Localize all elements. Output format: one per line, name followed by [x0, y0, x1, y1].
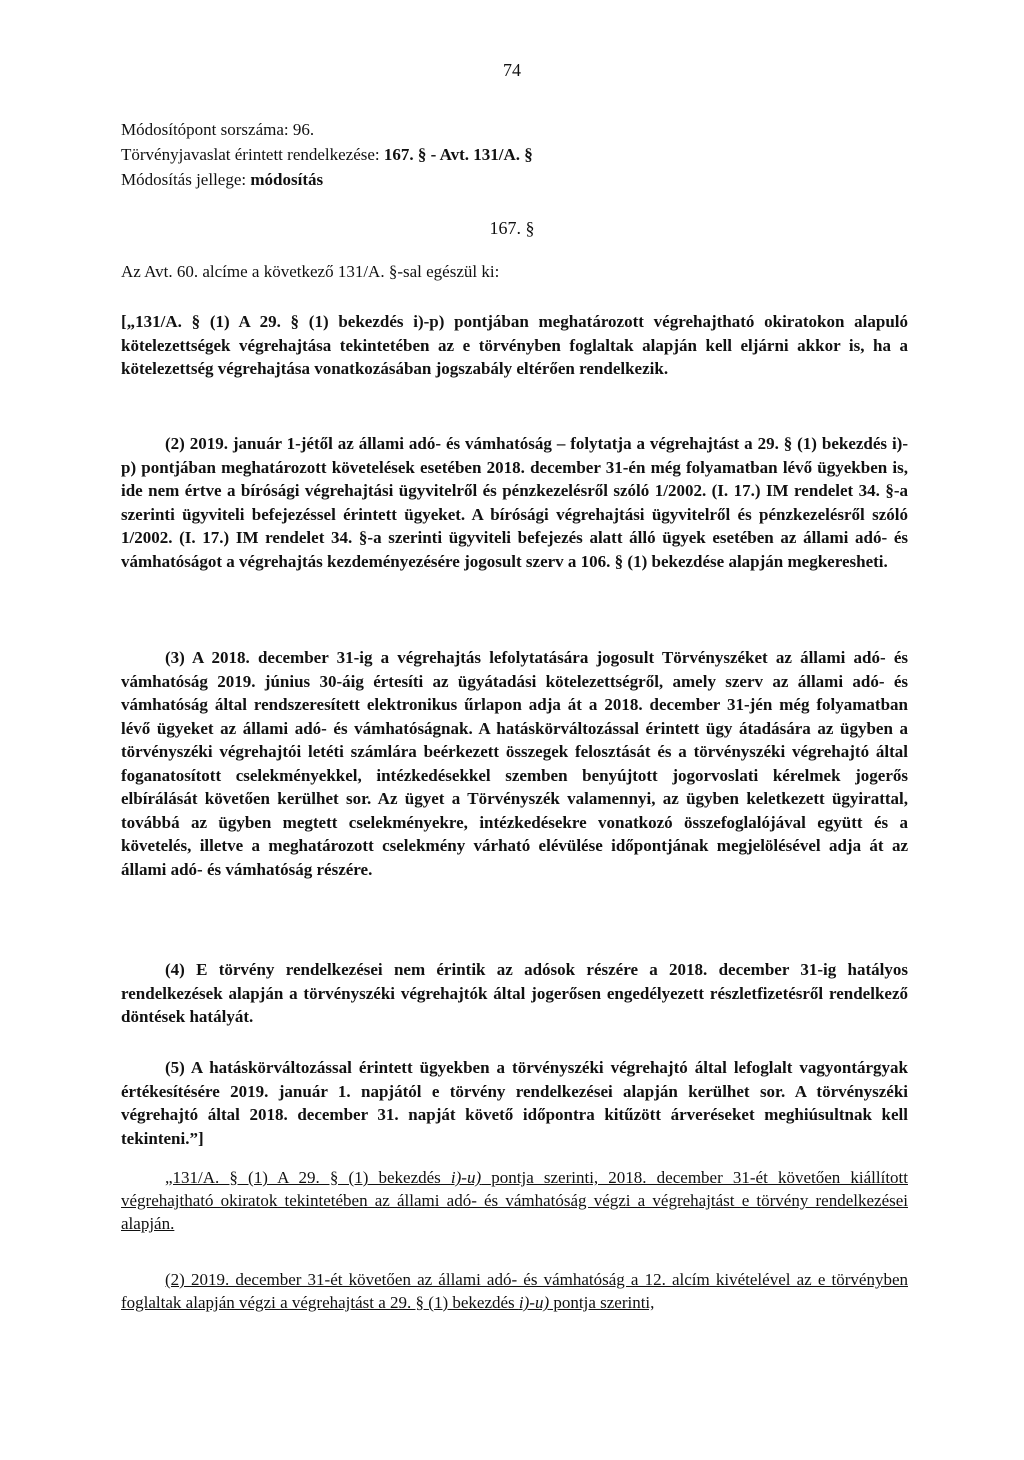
amendment-paragraph-1-text [121, 1166, 908, 1235]
amendment-type-value: módosítás [250, 170, 324, 189]
amendment-1-part-a: „131/A. § (1) A 29. § (1) bekezdés [165, 1168, 451, 1187]
paragraph-5-text: (5) A hatáskörváltozással érintett ügyekben a törvényszéki végrehajtó által lefoglalt vagyontárgyak értékesítésére 2019. január 1. napjától e törvény rendelkezései alapján kerülhet sor. A törvényszéki végrehajtó által 2018. december 31. napját követő időpontra kitűzött árveréseket meghiúsultnak kell tekinteni.”] [121, 1058, 908, 1148]
paragraph-4 [121, 958, 908, 1029]
amendment-2-part-b: pontja szerinti, [549, 1293, 655, 1312]
amendment-paragraph-2 [121, 1268, 908, 1314]
affected-provision [121, 145, 533, 165]
paragraph-4-text: (4) E törvény rendelkezései nem érintik az adósok részére a 2018. december 31-ig hatályos rendelkezések alapján a törvényszéki végrehajtók által jogerősen engedélyezett részletfizetésről rendelkező döntések hatályát. [121, 960, 908, 1026]
amendment-1-italic: i)-u) [450, 1168, 482, 1187]
amendment-2-italic: i)-u) [518, 1293, 550, 1312]
paragraph-5 [121, 1056, 908, 1150]
amendment-2-part-a: (2) 2019. december 31-ét követően az állami adó- és vámhatóság a 12. alcím kivételével az e törvényben foglaltak alapján végzi a végrehajtást a 29. § (1) bekezdés [121, 1270, 908, 1312]
amendment-paragraph-1 [121, 1166, 908, 1235]
amendment-1-part-b: pontja szerinti, 2018. december 31-ét követően kiállított végrehajtható okiratok tekintetében az állami adó- és vámhatóság végzi a végrehajtást e törvény rendelkezései alapján. [121, 1168, 908, 1233]
page-number: 74 [503, 60, 521, 80]
paragraph-3 [121, 646, 908, 881]
paragraph-2-text: (2) 2019. január 1-jétől az állami adó- és vámhatóság – folytatja a végrehajtást a 29. § (1) bekezdés i)-p) pontjában meghatározott követelések esetében 2018. december 31-én még folyamatban lévő ügyekben is, ide nem értve a bírósági végrehajtási ügyvitelről és pénzkezelésről szóló 1/2002. (I. 17.) IM rendelet 34. §-a szerinti ügyviteli befejezéssel érintett ügyeket. A bírósági végrehajtási ügyvitelről és pénzkezelésről szóló 1/2002. (I. 17.) IM rendelet 34. §-a szerinti ügyviteli befejezés alatt álló ügyek esetében az állami adó- és vámhatóságot a végrehajtás kezdeményezésére jogosult szerv a 106. § (1) bekezdése alapján megkeresheti. [121, 434, 908, 571]
amendment-number: Módosítópont sorszáma: 96. [121, 120, 315, 139]
affected-provision-value: 167. § - Avt. 131/A. § [383, 145, 533, 164]
intro-sentence: Az Avt. 60. alcíme a következő 131/A. §-sal egészül ki: [121, 262, 500, 281]
section-number: 167. § [489, 218, 535, 238]
amendment-type [121, 170, 323, 190]
paragraph-1 [121, 310, 908, 381]
paragraph-1-text: [„131/A. § (1) A 29. § (1) bekezdés i)-p) pontjában meghatározott végrehajtható okiratokon alapuló kötelezettségek végrehajtása tekintetében az e törvényben foglaltak alapján kell eljárni akkor is, ha a kötelezettség végrehajtása vonatkozásában jogszabály eltérően rendelkezik. [121, 312, 908, 378]
paragraph-3-text: (3) A 2018. december 31-ig a végrehajtás lefolytatására jogosult Törvényszéket az állami adó- és vámhatóság 2019. június 30-áig értesíti az ügyátadási kötelezettségről, amely szerv az állami adó- és vámhatóság által rendszeresített elektronikus űrlapon adja át a 2018. december 31-jén még folyamatban lévő ügyeket az állami adó- és vámhatóságnak. A hatáskörváltozással érintett ügy átadására az ügyben a törvényszéki végrehajtói letéti számlára beérkezett összegek felosztását és a törvényszéki végrehajtó által foganatosított cselekményekkel, intézkedésekkel szemben benyújtott jogorvoslati kérelmek jogerős elbírálását követően kerülhet sor. Az ügyet a Törvényszék valamennyi, az ügyben keletkezett ügyirattal, továbbá az ügyben megtett cselekményekre, intézkedésekre vonatkozó összefoglalójával együtt és a követelés, illetve a meghatározott cselekmény várható elévülése időpontjának megjelölésével adja át az állami adó- és vámhatóság részére. [121, 648, 908, 879]
paragraph-2 [121, 432, 908, 573]
affected-provision-label: Törvényjavaslat érintett rendelkezése: [121, 145, 384, 164]
amendment-paragraph-2-text [121, 1268, 908, 1314]
amendment-type-label: Módosítás jellege: [121, 170, 251, 189]
